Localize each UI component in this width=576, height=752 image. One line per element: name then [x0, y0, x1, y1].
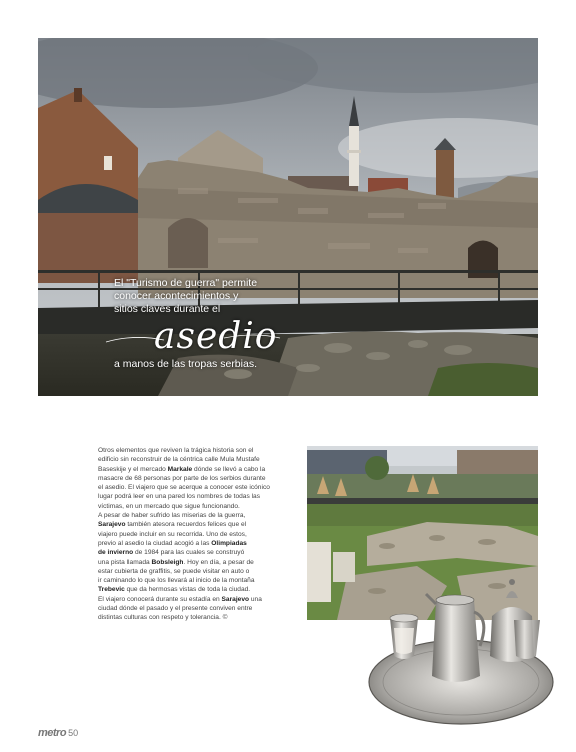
- article-bold-term: Sarajevo: [98, 521, 126, 529]
- article-text: el asedio. El viajero que se acerque a conocer este icónico: [98, 484, 270, 492]
- article-line: [98, 585, 284, 594]
- article-line: [98, 520, 284, 529]
- caption-line: El "Turismo de guerra" permite: [114, 277, 258, 289]
- article-line: [98, 548, 284, 557]
- caption-line: conocer acontecimientos y: [114, 290, 239, 302]
- article-text: distintas culturas con respeto y tolerancia. ©: [98, 614, 228, 622]
- article-line: [98, 530, 284, 539]
- article-line: [98, 455, 284, 464]
- article-text: estar cubierta de graffitis, se puede visitar en auto o: [98, 567, 250, 575]
- article-text: viajero puede incluir en su recorrida. Uno de estos,: [98, 530, 247, 538]
- article-text: dónde se llevó a cabo la: [192, 465, 266, 473]
- article-text: edificio sin reconstruir de la céntrica calle Mula Mustafe: [98, 456, 260, 464]
- hero-caption: [114, 277, 354, 371]
- caption-script-block: [114, 318, 354, 358]
- article-line: [98, 595, 284, 604]
- article-line: [98, 558, 284, 567]
- article-bold-term: Trebevic: [98, 586, 125, 594]
- article-text: ir caminando lo que los llevará al inicio de la montaña: [98, 577, 255, 585]
- article-line: [98, 492, 284, 501]
- coffee-set-illustration: [364, 560, 554, 730]
- hero-photo: [38, 38, 538, 396]
- article-text: víctimas, en un mercado que sigue funcionando.: [98, 502, 240, 510]
- article-line: [98, 502, 284, 511]
- page-number: 50: [68, 728, 79, 738]
- article-text: Baseskije y el mercado: [98, 465, 168, 473]
- article-line: [98, 604, 284, 613]
- article-text: una: [249, 595, 262, 603]
- article-text: El viajero conocerá durante su estadía en: [98, 595, 222, 603]
- article-line: [98, 576, 284, 585]
- article-line: [98, 446, 284, 455]
- article-text: Otros elementos que reviven la trágica historia son el: [98, 447, 254, 454]
- article-text: lugar podrá leer en una pared los nombres de todas las: [98, 493, 261, 501]
- article-line: [98, 567, 284, 576]
- article-text: masacre de 68 personas por parte de los serbios durante: [98, 474, 266, 482]
- article-text: de 1984 para las cuales se construyó: [133, 549, 245, 557]
- article-text: también atesora recuerdos felices que el: [125, 521, 247, 529]
- article-bold-term: Markale: [167, 465, 193, 473]
- article-text: . Hoy en día, a pesar de: [183, 558, 254, 566]
- article-bold-term: Sarajevo: [221, 595, 250, 603]
- article-line: [98, 483, 284, 492]
- article-line: [98, 474, 284, 483]
- article-line: [98, 465, 284, 474]
- article-line: [98, 511, 284, 520]
- caption-line-end: a manos de las tropas serbias.: [114, 358, 257, 370]
- article-bold-term: Olimpiadas: [211, 539, 247, 547]
- article-text: que da hermosas vistas de toda la ciudad.: [124, 586, 251, 594]
- article-line: [98, 613, 284, 622]
- article-line: [98, 539, 284, 548]
- article-text: una pista llamada: [98, 558, 152, 566]
- flourish-ornament-icon: [104, 320, 284, 360]
- article-body: [98, 446, 284, 623]
- article-text: previo al asedio la ciudad acogió a las: [98, 539, 212, 547]
- article-bold-term: Bobsleigh: [151, 558, 184, 566]
- page-footer: [38, 727, 78, 739]
- caption-line: sitios claves durante el: [114, 303, 221, 315]
- brand-logo: metro: [38, 727, 67, 739]
- article-text: ciudad dónde el pasado y el presente conviven entre: [98, 605, 253, 613]
- article-bold-term: de invierno: [98, 549, 134, 557]
- caption-script-word: asedio: [154, 316, 278, 357]
- article-text: A pesar de haber sufrido las miserias de la guerra,: [98, 512, 246, 520]
